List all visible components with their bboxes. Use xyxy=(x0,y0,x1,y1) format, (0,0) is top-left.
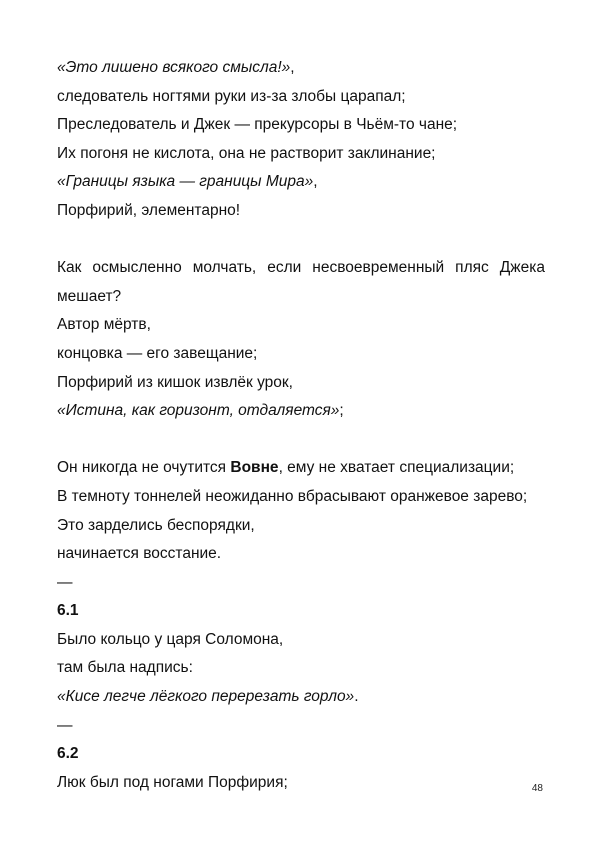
poem-line xyxy=(57,454,545,483)
poem-line xyxy=(57,168,545,197)
poem-line xyxy=(57,54,545,83)
stanza-break xyxy=(57,426,545,455)
bold-word: Вовне xyxy=(230,459,279,477)
section-heading: 6.1 xyxy=(57,602,79,620)
punctuation: , xyxy=(313,173,318,191)
poem-line xyxy=(57,397,545,426)
quote-text: «Это лишено всякого смысла!» xyxy=(57,59,291,76)
page-number: 48 xyxy=(531,783,543,794)
poem-line: Порфирий, элементарно! xyxy=(57,201,241,219)
poem-line: Порфирий из кишок извлёк урок, xyxy=(57,373,293,391)
poem-line xyxy=(57,683,545,712)
stanza-break xyxy=(57,226,545,255)
poem-line: Преследователь и Джек — прекурсоры в Чьём-то чане; xyxy=(57,116,458,134)
document-page xyxy=(57,54,545,797)
section-dash: — xyxy=(57,716,73,734)
quote-text: «Кисе легче лёгкого перерезать горло» xyxy=(57,688,355,706)
section-dash: — xyxy=(57,573,73,591)
poem-line: В темноту тоннелей неожиданно вбрасывают оранжевое зарево; xyxy=(57,487,528,505)
quote-text: «Границы языка — границы Мира» xyxy=(57,173,314,191)
poem-line: Их погоня не кислота, она не растворит заклинание; xyxy=(57,144,436,162)
line-text: Он никогда не очутится xyxy=(57,459,231,477)
poem-line: начинается восстание. xyxy=(57,545,222,563)
poem-line: Было кольцо у царя Соломона, xyxy=(57,630,284,648)
poem-line: Это зарделись беспорядки, xyxy=(57,516,255,534)
line-text: , ему не хватает специализации; xyxy=(278,459,515,477)
quote-text: «Истина, как горизонт, отдаляется» xyxy=(57,402,340,420)
punctuation: ; xyxy=(339,402,344,420)
poem-line: Автор мёртв, xyxy=(57,316,151,334)
punctuation: , xyxy=(290,59,295,76)
poem-line: концовка — его завещание; xyxy=(57,344,258,362)
punctuation: . xyxy=(354,688,359,706)
poem-line: Как осмысленно молчать, если несвоевременный пляс Джека мешает? xyxy=(57,259,545,305)
poem-line: Люк был под ногами Порфирия; xyxy=(57,773,288,791)
poem-line: следователь ногтями руки из-за злобы царапал; xyxy=(57,87,406,105)
poem-line: там была надпись: xyxy=(57,659,193,677)
section-heading: 6.2 xyxy=(57,745,79,763)
